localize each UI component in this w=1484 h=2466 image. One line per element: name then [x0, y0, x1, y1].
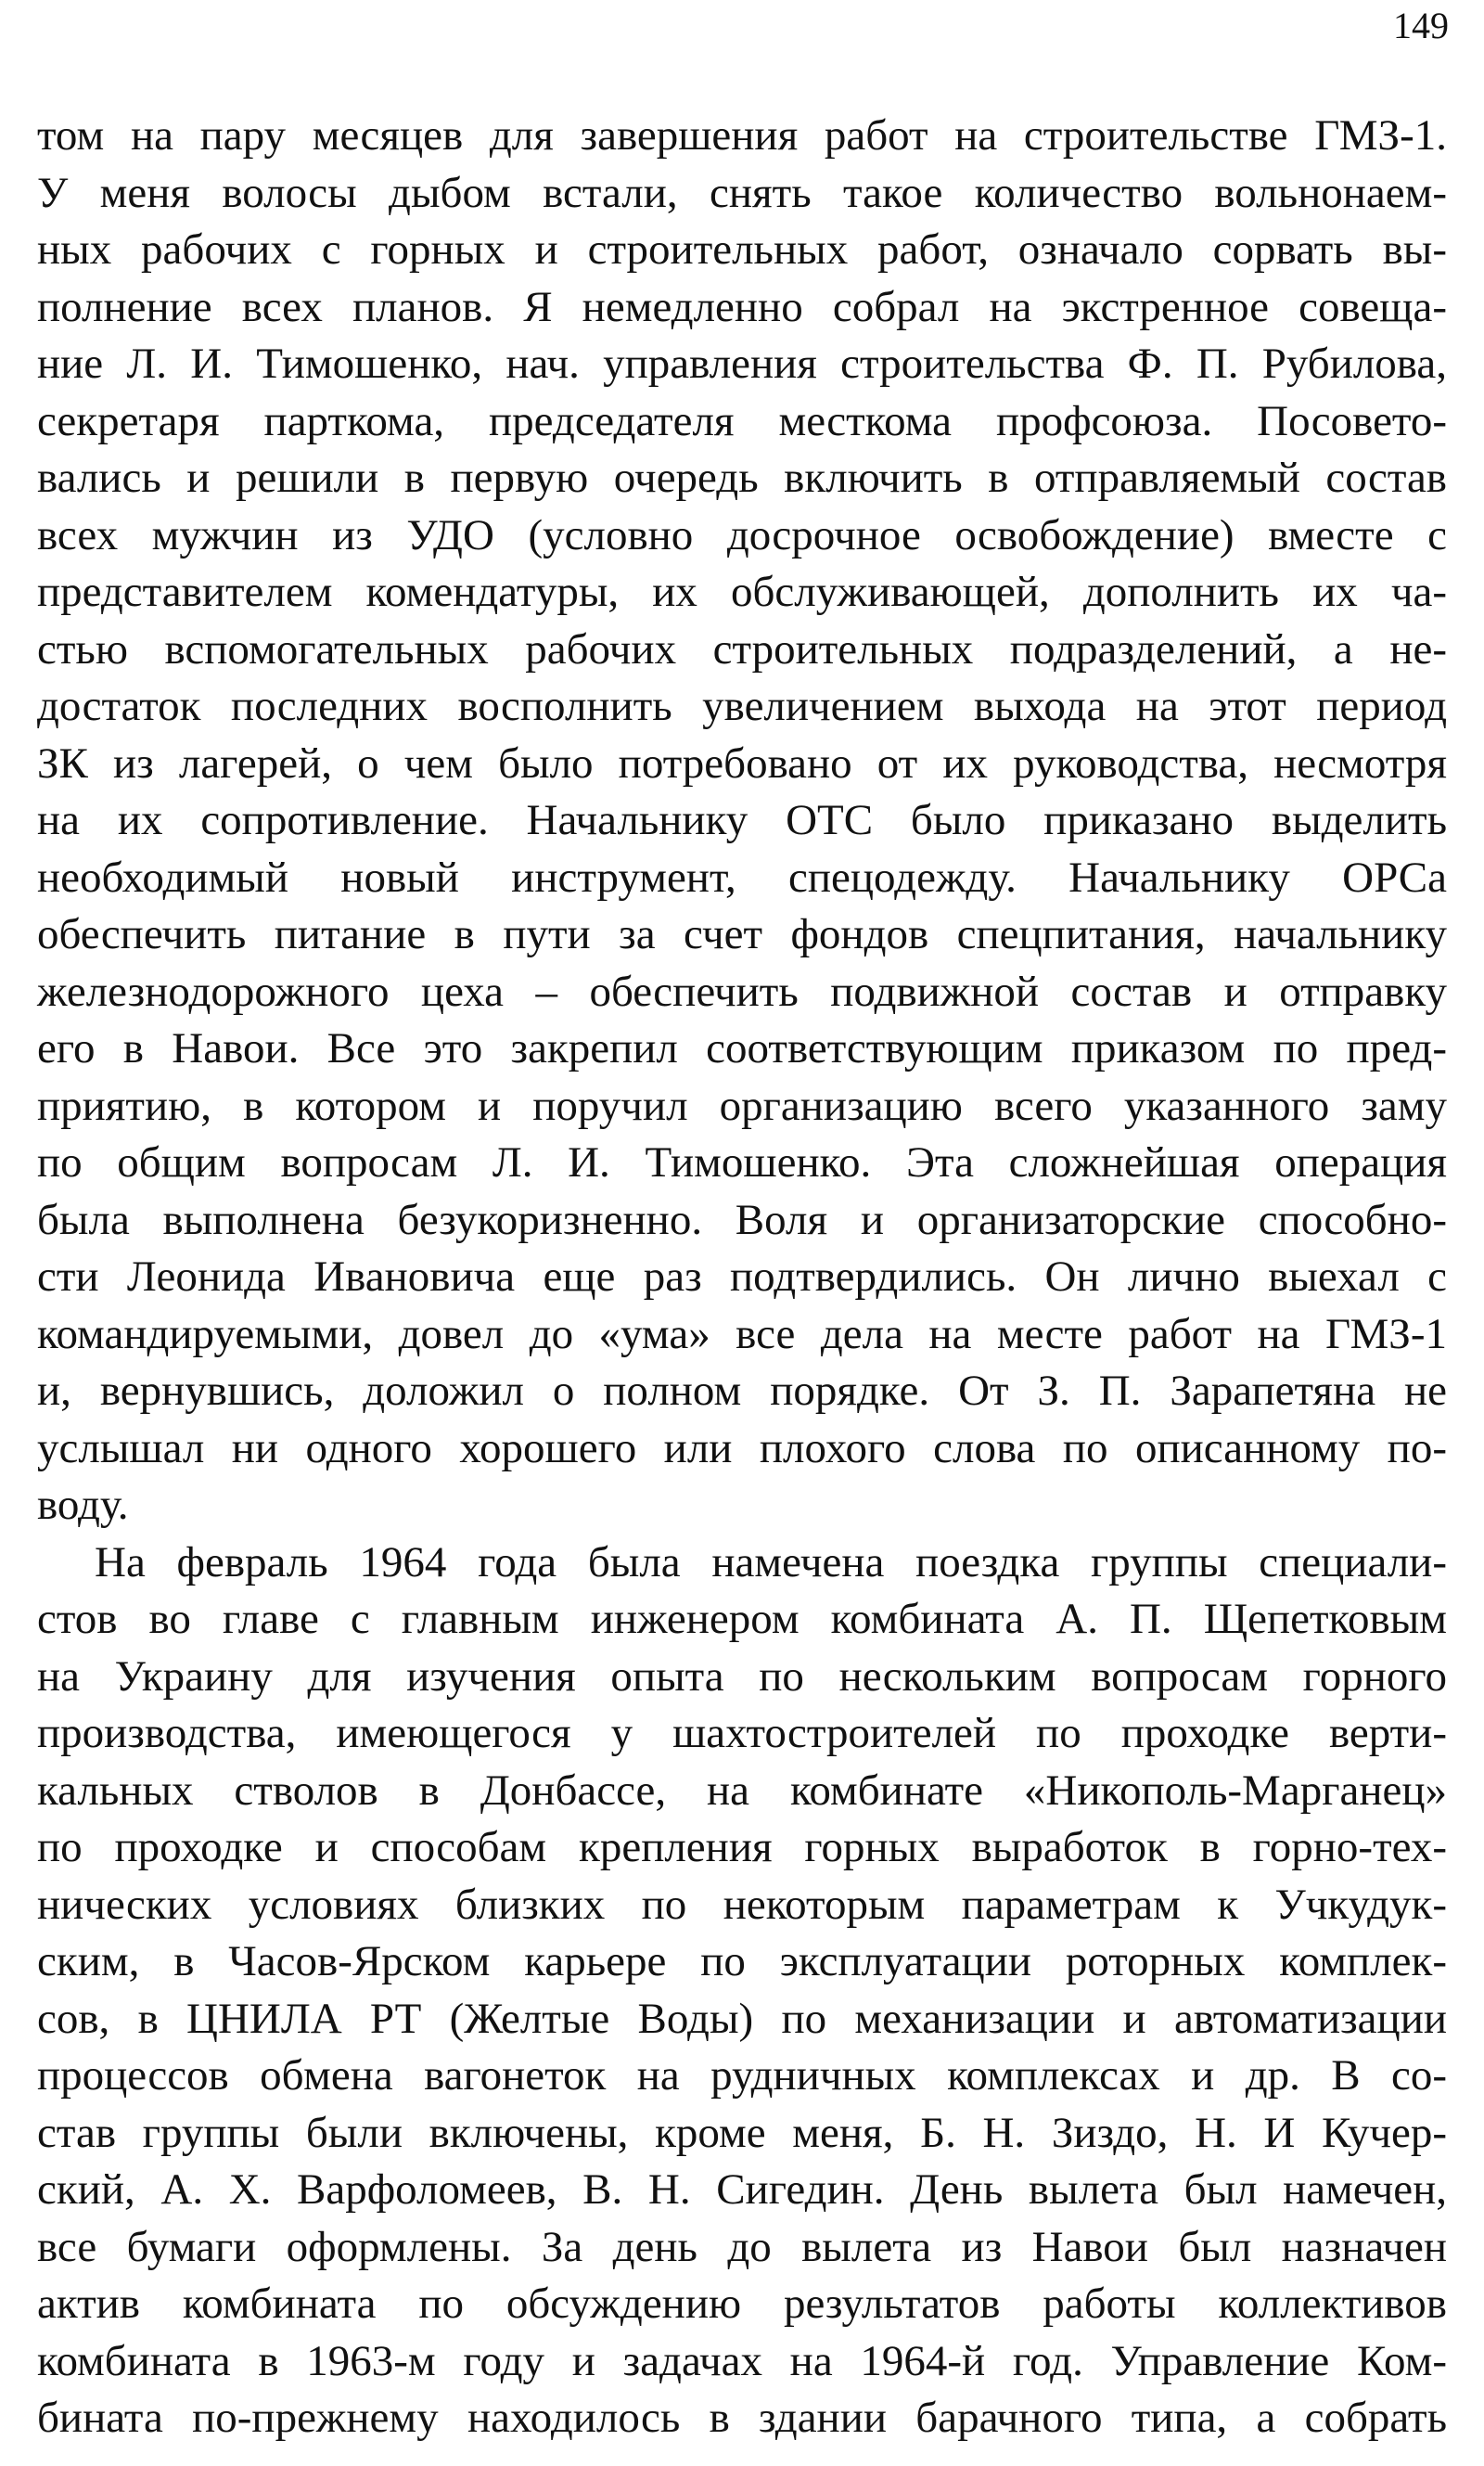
text-line: железнодорожного цеха – обеспечить подвижной состав и отправку	[37, 967, 1447, 1016]
text-line: сти Леонида Ивановича еще раз подтвердились. Он лично выехал с	[37, 1252, 1447, 1301]
text-line: все бумаги оформлены. За день до вылета из Навои был назначен	[37, 2222, 1447, 2271]
text-line: услышал ни одного хорошего или плохого слова по описанному по-	[37, 1423, 1447, 1472]
text-line: его в Навои. Все это закрепил соответствующим приказом по пред-	[37, 1024, 1447, 1072]
text-line: стов во главе с главным инженером комбината А. П. Щепетковым	[37, 1595, 1447, 1643]
text-line: вались и решили в первую очередь включить в отправляемый состав	[37, 454, 1447, 502]
text-line: на Украину для изучения опыта по нескольким вопросам горного	[37, 1651, 1447, 1701]
text-line: производства, имеющегося у шахтостроителей по проходке верти-	[37, 1709, 1447, 1757]
text-line: бината по-прежнему находилось в здании барачного типа, а собрать	[37, 2394, 1447, 2442]
text-line: комбината в 1963-м году и задачах на 1964-й год. Управление Ком-	[37, 2336, 1447, 2385]
text-line: ных рабочих с горных и строительных работ, означало сорвать вы-	[37, 225, 1447, 274]
text-line: полнение всех планов. Я немедленно собрал на экстренное совеща-	[37, 282, 1447, 331]
text-line: представителем комендатуры, их обслуживающей, дополнить их ча-	[37, 568, 1447, 616]
text-line: ским, в Часов-Ярском карьере по эксплуатации роторных комплек-	[37, 1937, 1447, 1985]
text-line: процессов обмена вагонеток на рудничных комплексах и др. В со-	[37, 2051, 1447, 2100]
text-line: стью вспомогательных рабочих строительных подразделений, а не-	[37, 624, 1447, 674]
body-text	[37, 108, 1447, 2447]
text-line: достаток последних восполнить увеличением выхода на этот период	[37, 682, 1447, 730]
text-line: приятию, в котором и поручил организацию всего указанного заму	[37, 1081, 1447, 1130]
text-line: актив комбината по обсуждению результатов работы коллективов	[37, 2280, 1447, 2328]
text-line: обеспечить питание в пути за счет фондов спецпитания, начальнику	[37, 910, 1447, 958]
text-line: была выполнена безукоризненно. Воля и организаторские способно-	[37, 1195, 1447, 1244]
text-line: командируемыми, довел до «ума» все дела на месте работ на ГМЗ-1	[37, 1309, 1447, 1358]
text-line: ние Л. И. Тимошенко, нач. управления строительства Ф. П. Рубилова,	[37, 340, 1447, 388]
text-line: воду.	[37, 1481, 129, 1529]
text-line: на их сопротивление. Начальнику ОТС было приказано выделить	[37, 796, 1447, 844]
text-line: секретаря парткома, председателя месткома профсоюза. Посовето-	[37, 396, 1447, 445]
text-line: став группы были включены, кроме меня, Б. Н. Зиздо, Н. И Кучер-	[37, 2108, 1447, 2157]
text-line: ЗК из лагерей, о чем было потребовано от их руководства, несмотря	[37, 739, 1447, 788]
text-line: необходимый новый инструмент, спецодежду. Начальнику ОРСа	[37, 853, 1447, 902]
text-line: сов, в ЦНИЛА РТ (Желтые Воды) по механизации и автоматизации	[37, 1994, 1447, 2043]
text-line: всех мужчин из УДО (условно досрочное освобождение) вместе с	[37, 510, 1447, 559]
text-line: нических условиях близких по некоторым параметрам к Учкудук-	[37, 1880, 1447, 1929]
page-number: 149	[1393, 5, 1449, 46]
text-line: У меня волосы дыбом встали, снять такое количество вольнонаем-	[37, 168, 1447, 217]
text-line: и, вернувшись, доложил о полном порядке. От З. П. Зарапетяна не	[37, 1367, 1447, 1415]
paragraph-start-line: На февраль 1964 года была намечена поездка группы специали-	[95, 1537, 1447, 1586]
text-line: по проходке и способам крепления горных выработок в горно-тех-	[37, 1823, 1447, 1871]
text-line: том на пару месяцев для завершения работ на строительстве ГМЗ-1.	[37, 111, 1447, 160]
text-line: ский, А. Х. Варфоломеев, В. Н. Сигедин. День вылета был намечен,	[37, 2165, 1447, 2214]
text-line: кальных стволов в Донбассе, на комбинате «Никополь-Марганец»	[37, 1766, 1447, 1815]
text-line: по общим вопросам Л. И. Тимошенко. Эта сложнейшая операция	[37, 1138, 1447, 1187]
